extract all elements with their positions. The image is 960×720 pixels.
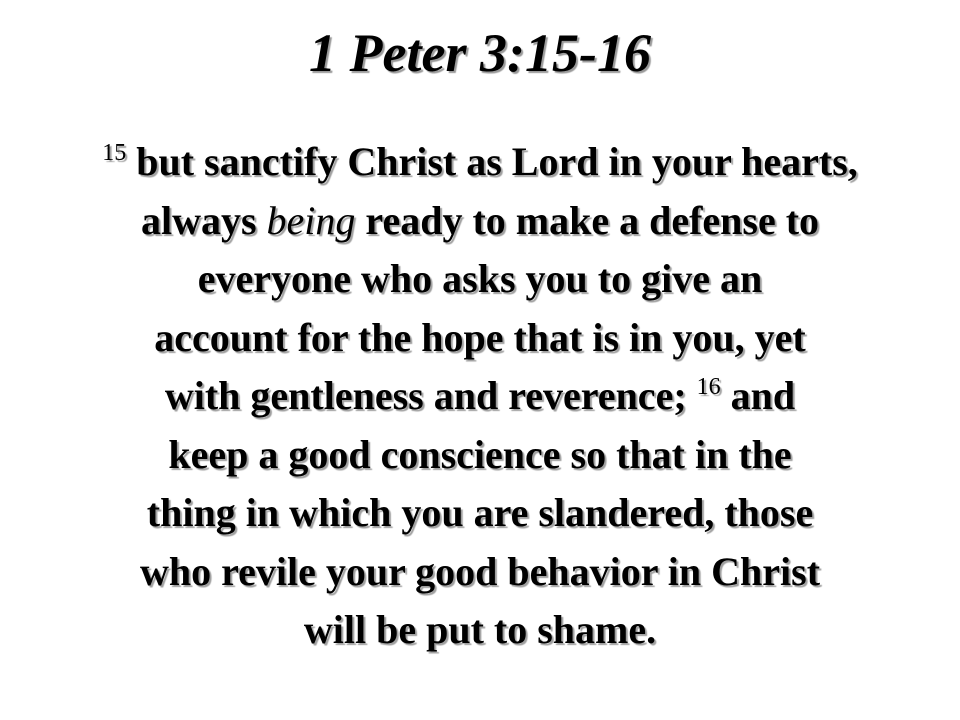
passage-text: with gentleness and reverence; — [164, 373, 697, 418]
passage-line-8: who revile your good behavior in Christ — [139, 548, 821, 594]
passage-line-6: keep a good conscience so that in the — [168, 431, 792, 477]
passage-line-5 — [60, 367, 900, 426]
italic-word: being — [266, 197, 356, 243]
verse-number-15: 15 — [102, 140, 127, 166]
passage-text: and — [720, 373, 796, 418]
passage-line-7: thing in which you are slandered, those — [146, 490, 814, 535]
slide-title: 1 Peter 3:15-16 — [309, 23, 651, 83]
passage-text: always — [140, 197, 267, 243]
passage-text: but sanctify Christ as Lord in your hearts, — [126, 139, 858, 184]
passage-line-2 — [60, 192, 900, 251]
scripture-passage — [60, 133, 900, 660]
passage-line-9: will be put to shame. — [303, 607, 657, 652]
verse-number-16: 16 — [696, 374, 721, 400]
passage-line-4: account for the hope that is in you, yet — [154, 314, 806, 360]
passage-line-3: everyone who asks you to give an — [197, 256, 763, 301]
passage-text: ready to make a defense to — [355, 197, 820, 243]
passage-line-1 — [60, 133, 900, 192]
